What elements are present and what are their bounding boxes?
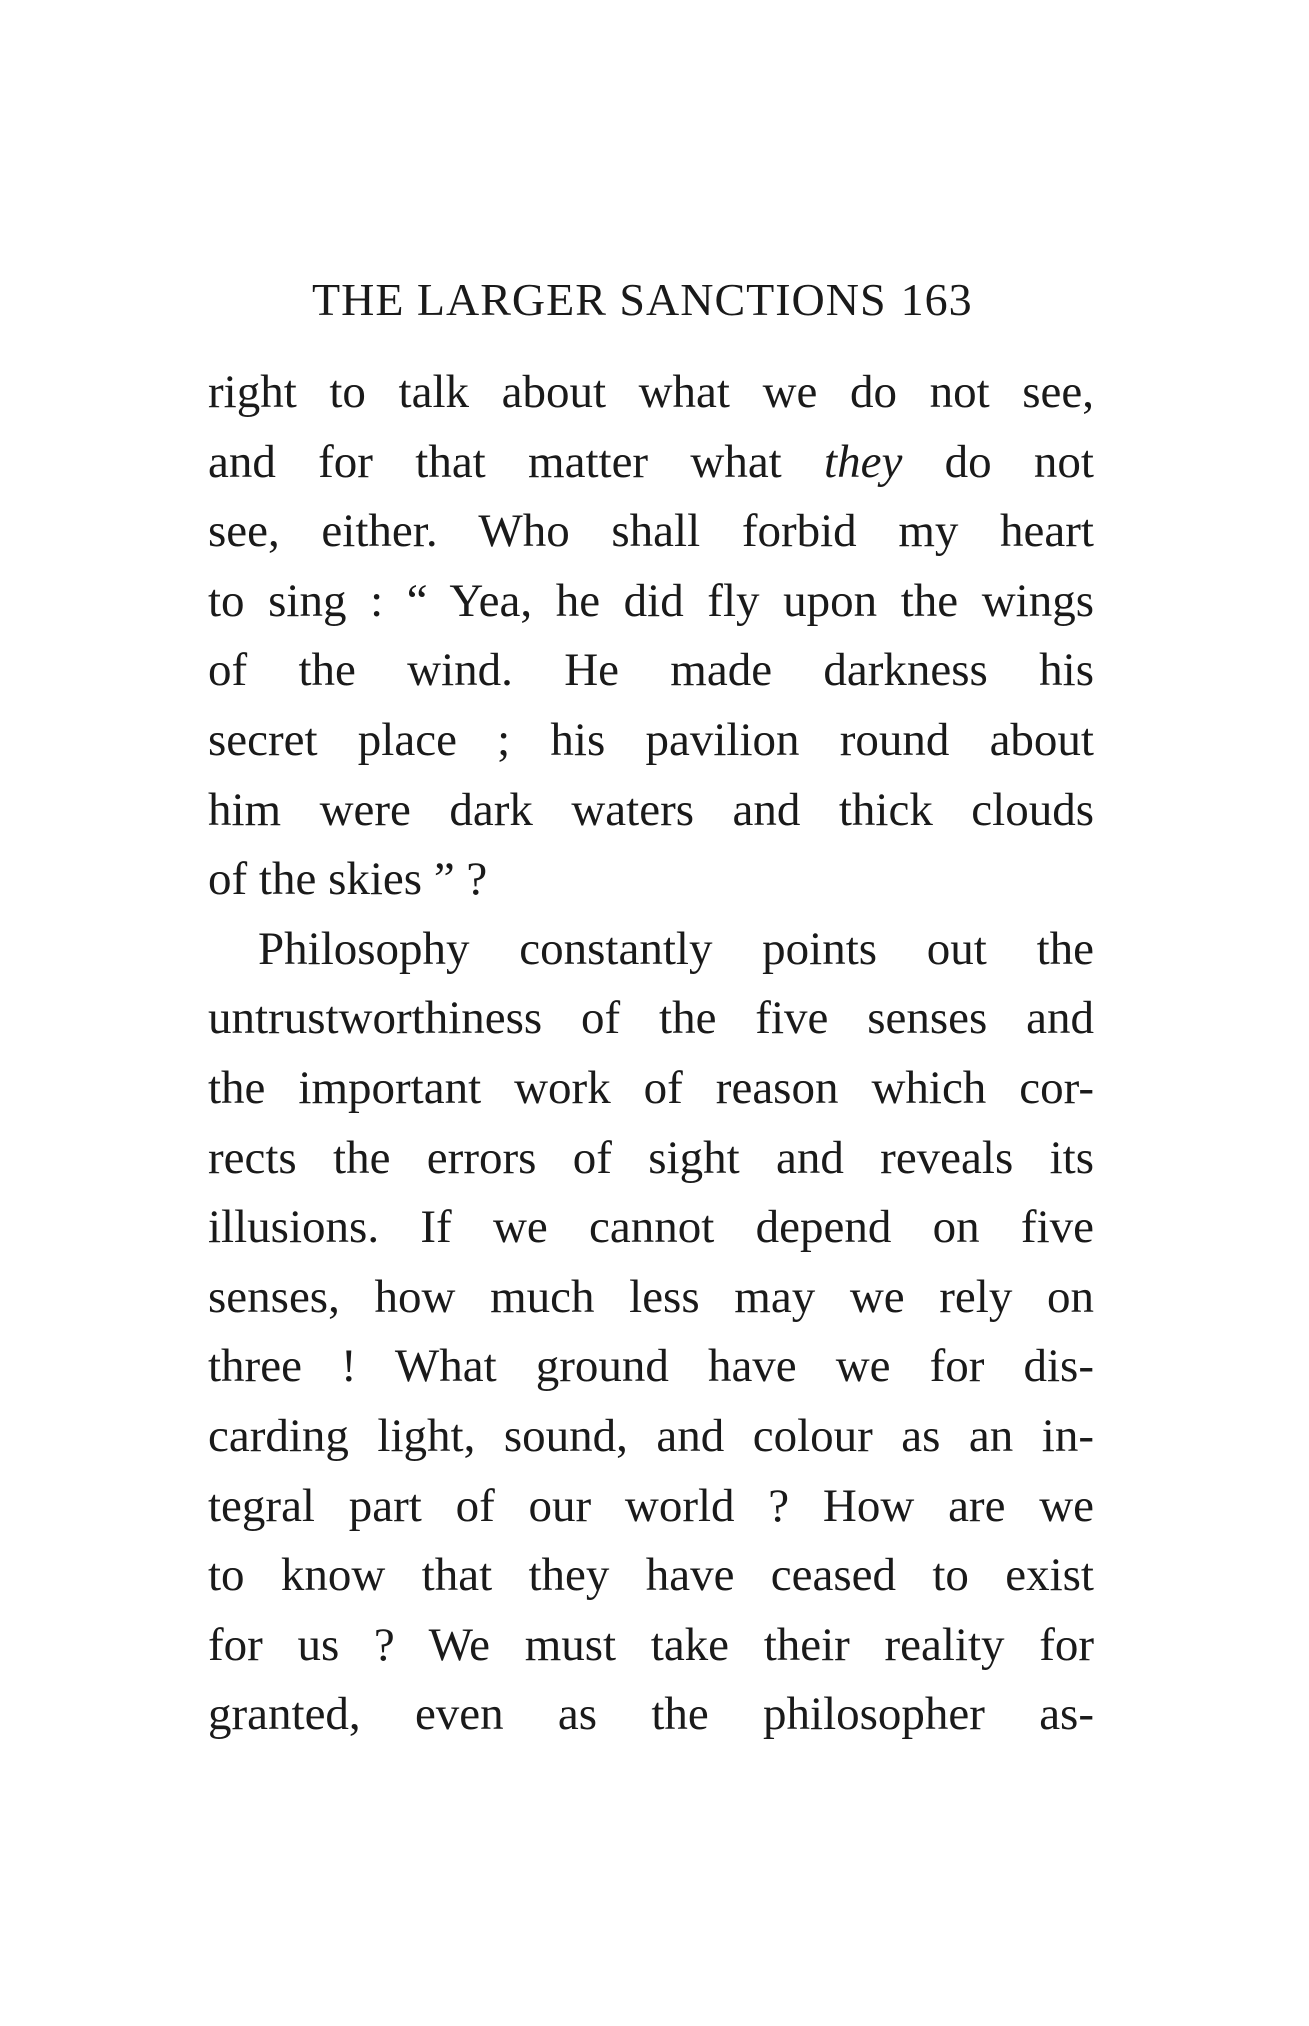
text-line: tegral part of our world ? How are we	[208, 1479, 1094, 1532]
text-line: for us ? We must take their reality for	[208, 1618, 1094, 1671]
paragraph-end-line: of the skies ” ?	[208, 853, 488, 906]
body-text	[208, 358, 1094, 1750]
text-line: secret place ; his pavilion round about	[208, 713, 1094, 766]
paragraph-start-line: Philosophy constantly points out the	[258, 922, 1094, 975]
text-line: granted, even as the philosopher as-	[208, 1688, 1094, 1741]
running-head	[312, 270, 1092, 330]
text-line: untrustworthiness of the five senses and	[208, 992, 1094, 1045]
text-line: see, either. Who shall forbid my heart	[208, 505, 1094, 558]
text-line: him were dark waters and thick clouds	[208, 783, 1094, 836]
text-line: to sing : “ Yea, he did fly upon the wings	[208, 574, 1094, 627]
text-fragment: and for that matter what	[208, 435, 825, 488]
text-line: of the wind. He made darkness his	[208, 644, 1094, 697]
running-title: THE LARGER SANCTIONS	[312, 274, 887, 325]
text-line: the important work of reason which cor-	[208, 1061, 1094, 1114]
text-line: rects the errors of sight and reveals its	[208, 1131, 1094, 1184]
page-number: 163	[900, 274, 973, 325]
text-line: three ! What ground have we for dis-	[208, 1340, 1094, 1393]
text-line: senses, how much less may we rely on	[208, 1270, 1094, 1323]
text-line: to know that they have ceased to exist	[208, 1549, 1094, 1602]
text-line	[208, 428, 1094, 498]
text-fragment: do not	[902, 435, 1094, 488]
text-line: right to talk about what we do not see,	[208, 366, 1094, 418]
text-line: carding light, sound, and colour as an in-	[208, 1409, 1094, 1462]
italic-word: they	[824, 435, 903, 488]
text-line: illusions. If we cannot depend on five	[208, 1201, 1094, 1254]
